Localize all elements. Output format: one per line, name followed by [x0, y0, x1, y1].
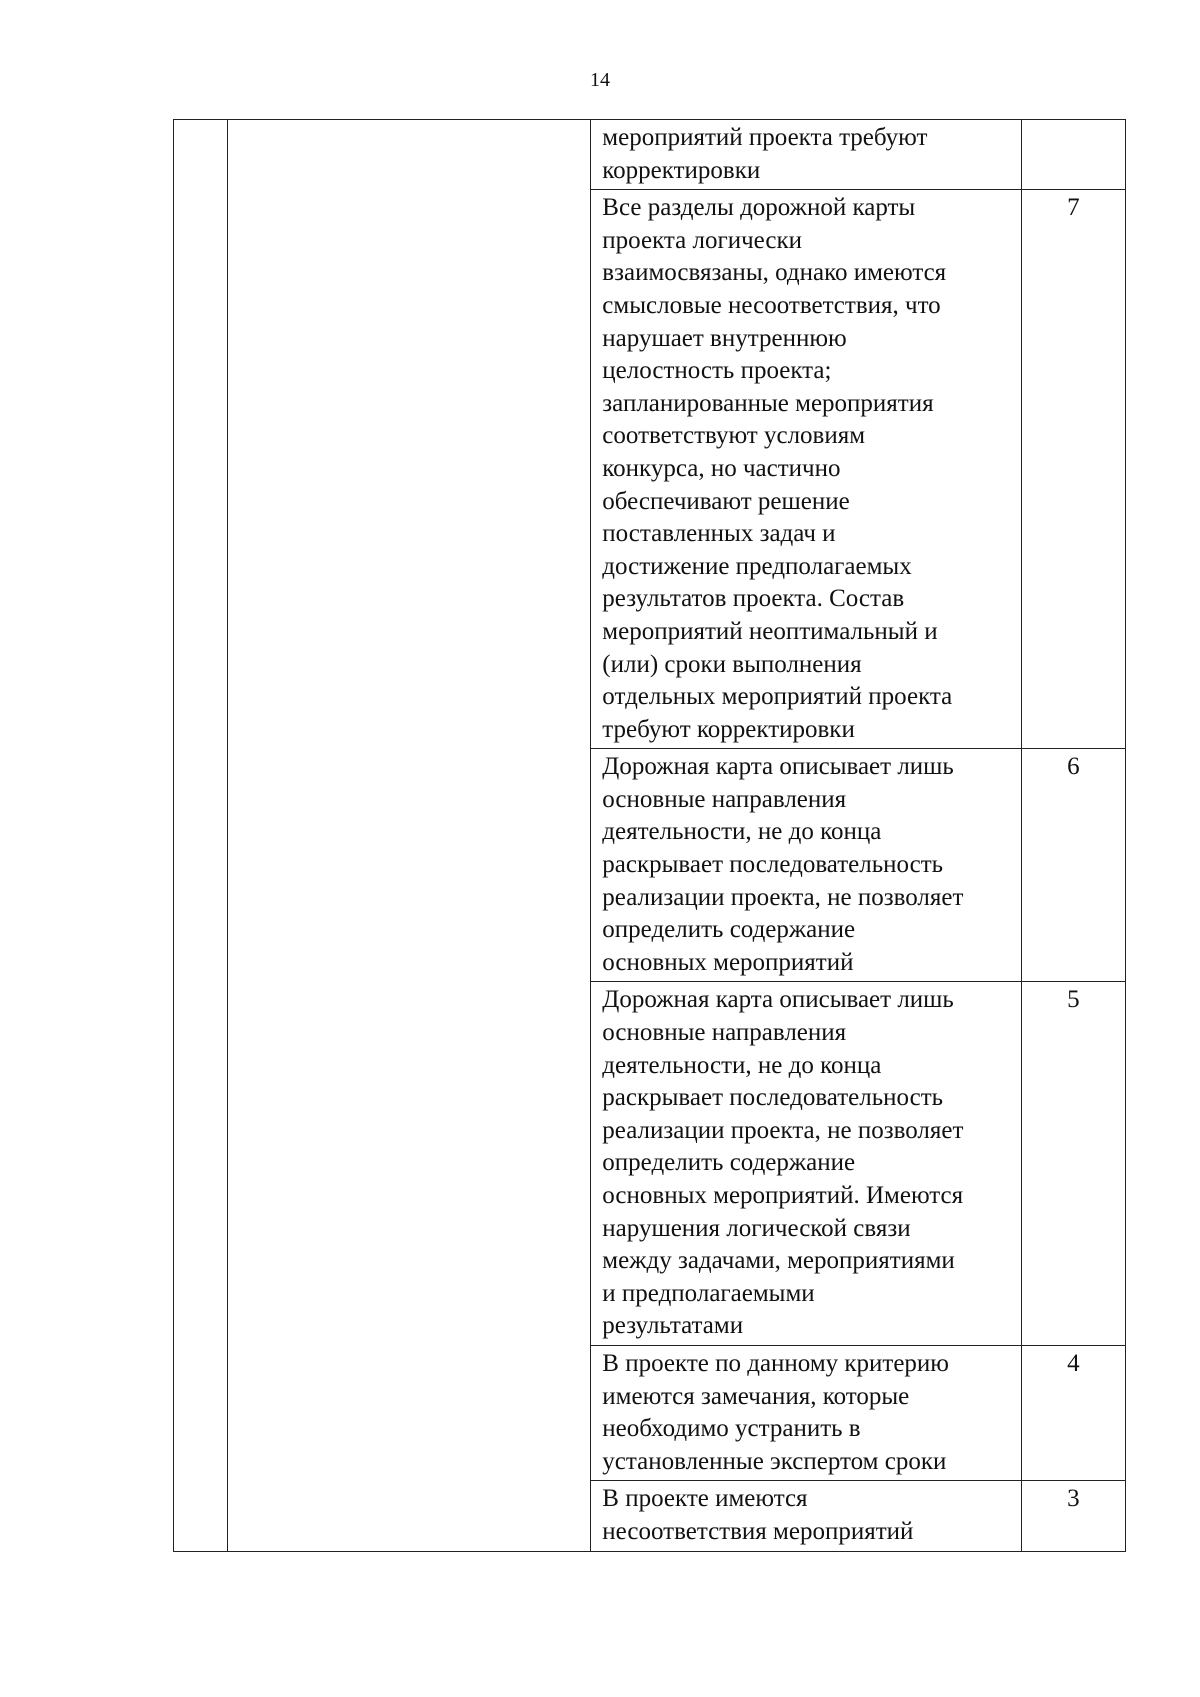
description-cell — [591, 982, 1021, 1346]
score-cell — [1021, 1481, 1125, 1551]
description-cell — [591, 120, 1021, 190]
description-text: Дорожная карта описывает лишь основные направления деятельности, не до конца раскрывает последовательность реализации проекта, не позволяет определить содержание основных мероприятий — [602, 753, 964, 976]
score-cell — [1021, 1345, 1125, 1480]
description-cell — [591, 190, 1021, 749]
description-cell — [591, 1345, 1021, 1480]
description-cell — [591, 749, 1021, 982]
score-cell — [1021, 982, 1125, 1346]
score-cell — [1021, 120, 1125, 190]
score-cell — [1021, 749, 1125, 982]
score-value — [1022, 120, 1125, 122]
description-text: В проекте по данному критерию имеются замечания, которые необходимо устранить в установленные экспертом сроки — [602, 1349, 949, 1475]
description-text: мероприятий проекта требуют корректировки — [602, 124, 928, 184]
number-cell — [174, 120, 228, 1552]
description-cell — [591, 1481, 1021, 1551]
score-value: 7 — [1067, 194, 1080, 222]
description-text: В проекте имеются несоответствия мероприятий — [602, 1485, 914, 1545]
description-text: Все разделы дорожной карты проекта логически взаимосвязаны, однако имеются смысловые несоответствия, что нарушает внутреннюю целостность проекта; запланированные мероприятия соответствуют условиям конкурса, но частично обеспечивают решение поставленных задач и достижение предполагаемых результатов проекта. Состав мероприятий неоптимальный и (или) сроки выполнения отдельных мероприятий проекта требуют корректировки — [602, 194, 953, 743]
score-cell — [1021, 190, 1125, 749]
criteria-table — [173, 119, 1126, 1552]
score-value: 5 — [1067, 986, 1080, 1014]
criterion-cell — [228, 120, 591, 1552]
score-value: 3 — [1067, 1485, 1080, 1513]
score-value: 4 — [1067, 1349, 1080, 1377]
description-text: Дорожная карта описывает лишь основные направления деятельности, не до конца раскрывает последовательность реализации проекта, не позволяет определить содержание основных мероприятий. Имеются нарушения логической связи между задачами, мероприятиями и предполагаемыми результатами — [602, 986, 964, 1340]
page-number: 14 — [590, 69, 610, 91]
score-value: 6 — [1067, 753, 1080, 781]
table-row — [174, 120, 1126, 190]
